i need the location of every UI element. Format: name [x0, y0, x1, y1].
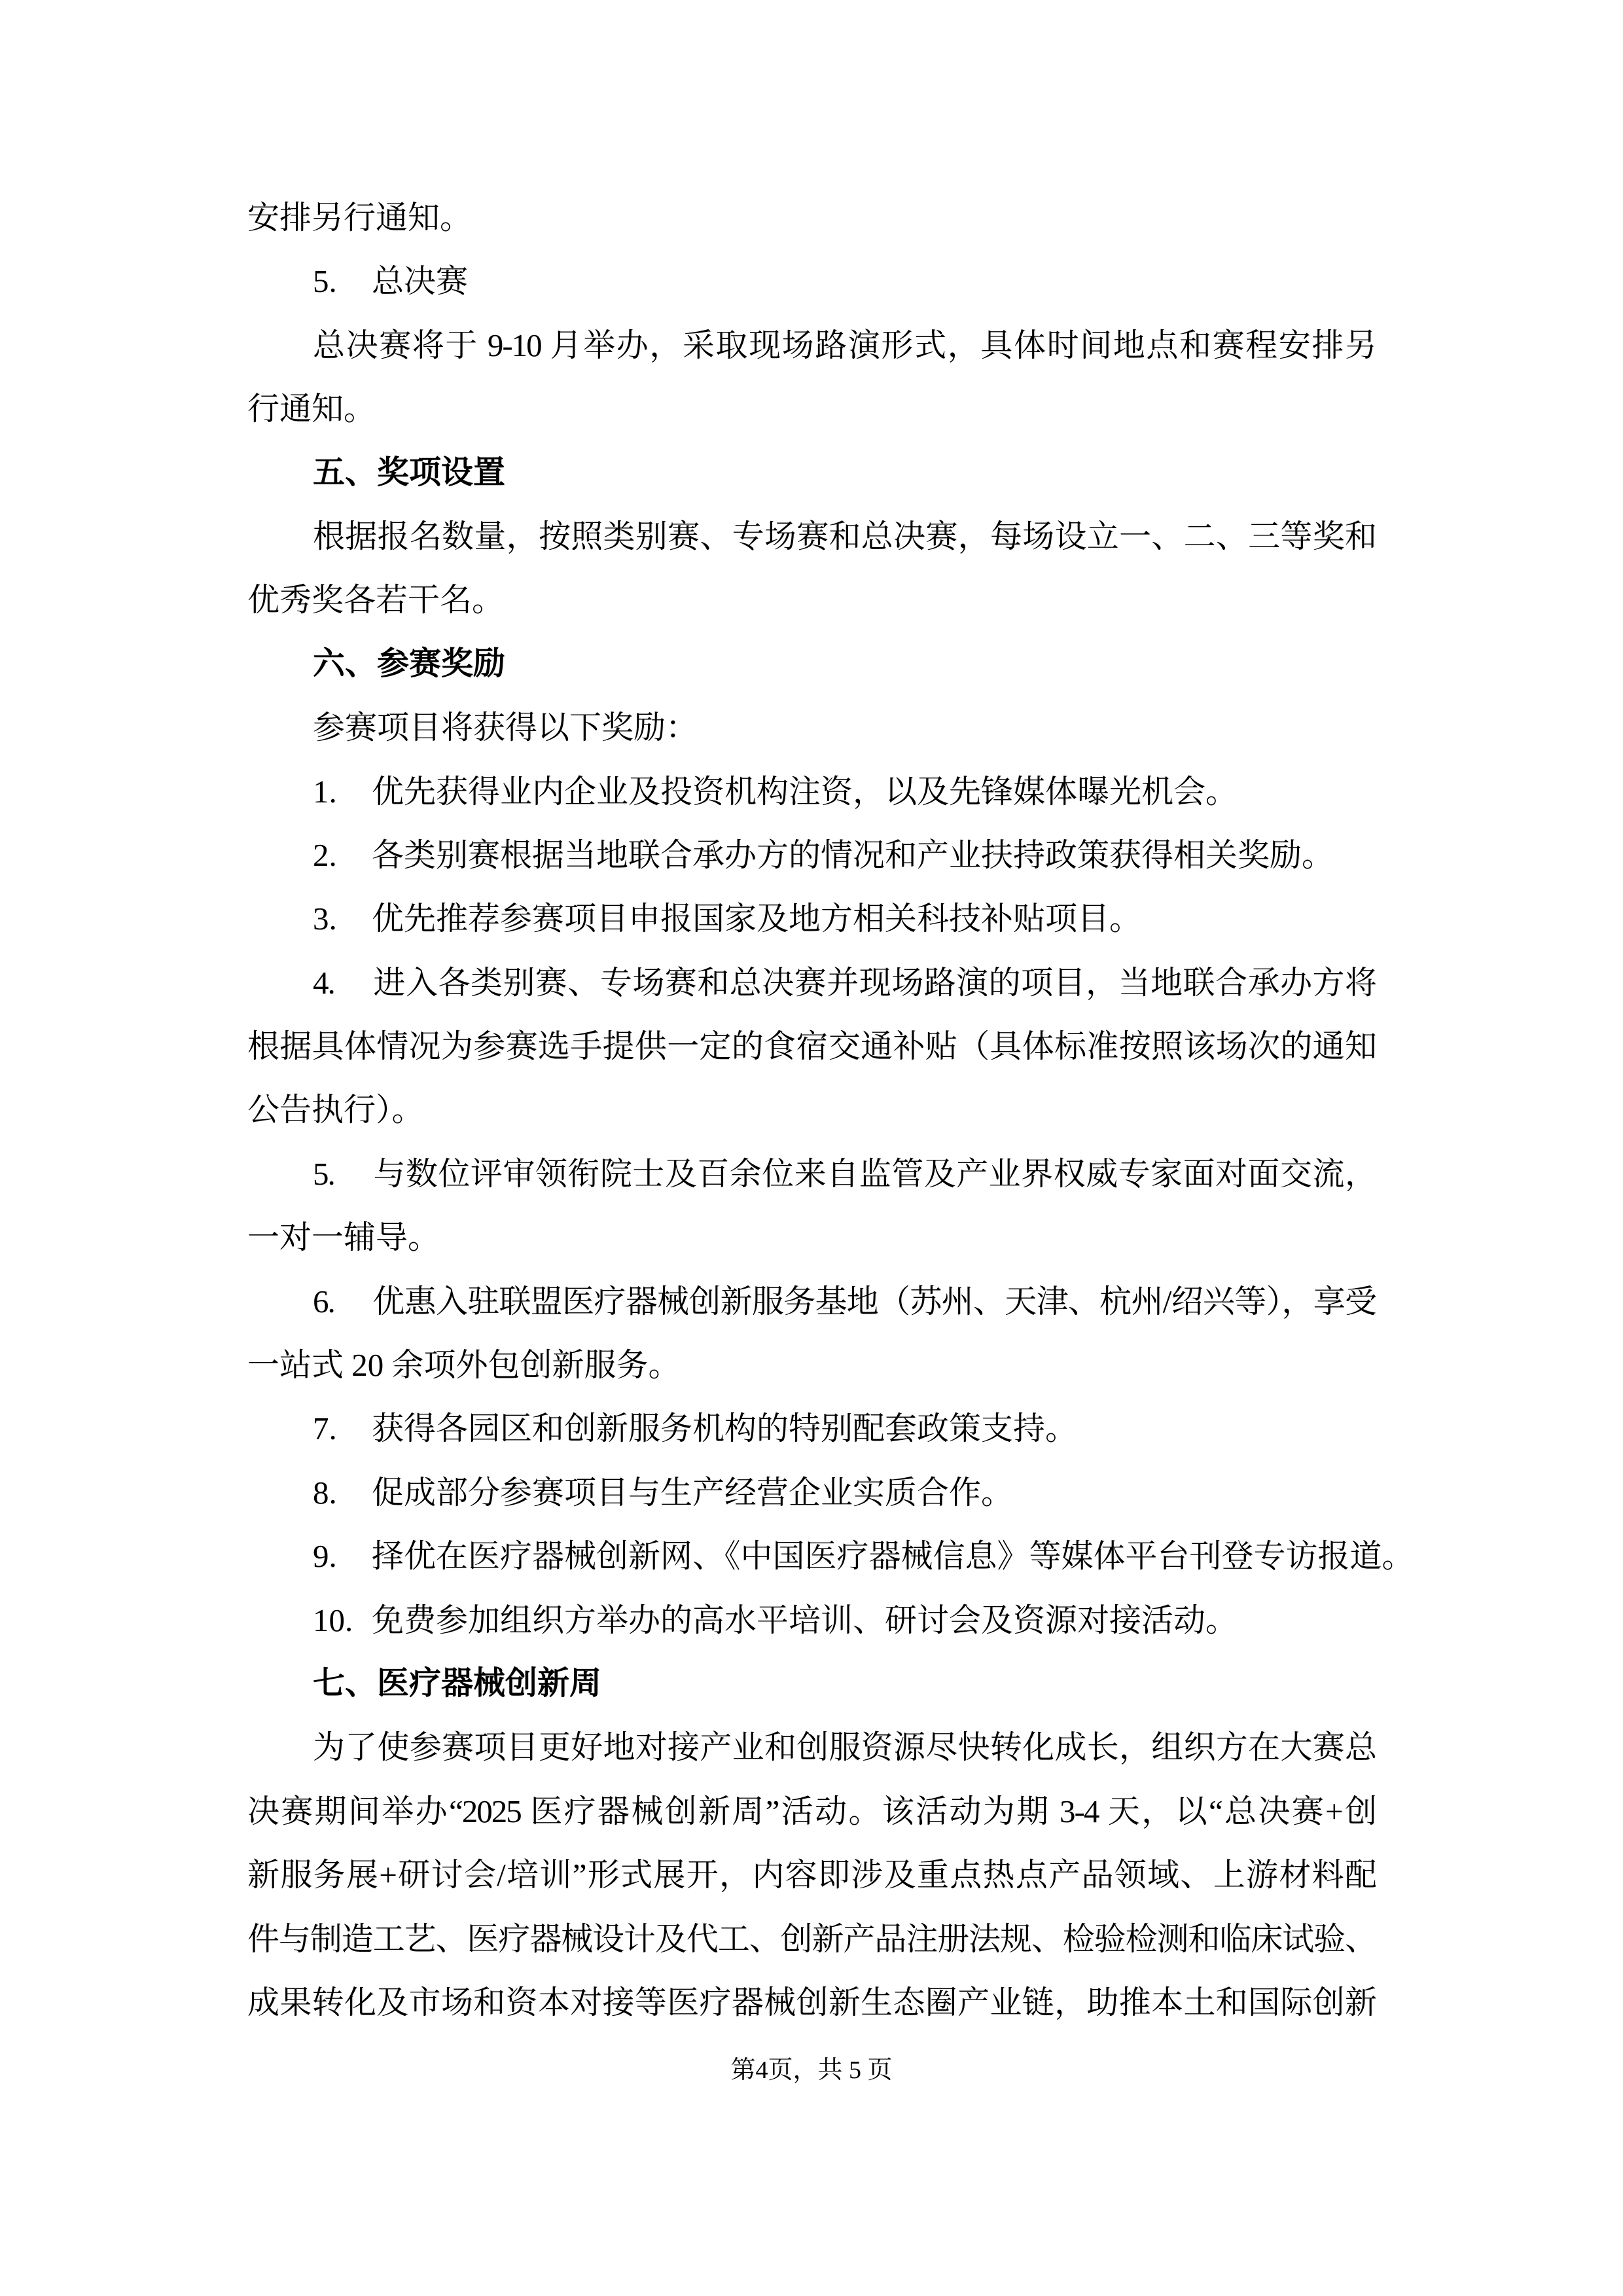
line-text: 择优在医疗器械创新网、《中国医疗器械信息》等媒体平台刊登专访报道。 — [372, 1538, 1414, 1575]
text-line — [247, 1461, 1376, 1524]
line-text: 优先推荐参赛项目申报国家及地方相关科技补贴项目。 — [372, 901, 1142, 937]
text-line: 根据具体情况为参赛选手提供一定的食宿交通补贴（具体标准按照该场次的通知 — [247, 1028, 1376, 1065]
list-number: 9. — [313, 1538, 337, 1575]
text-line: 参赛项目将获得以下奖励： — [313, 709, 698, 746]
list-number: 2. — [313, 836, 337, 873]
text-line: 根据报名数量，按照类别赛、专场赛和总决赛，每场设立一、二、三等奖和 — [313, 518, 1376, 554]
page-number: 第4页，共 5 页 — [730, 2056, 893, 2084]
text-line: 优秀奖各若干名。 — [247, 582, 505, 619]
text-line: 为了使参赛项目更好地对接产业和创服资源尽快转化成长，组织方在大赛总 — [313, 1729, 1376, 1766]
list-number: 7. — [313, 1410, 337, 1447]
list-number: 4. — [313, 964, 334, 1001]
section-heading: 七、医疗器械创新周 — [313, 1665, 602, 1701]
section-heading: 六、参赛奖励 — [313, 645, 506, 681]
list-number: 10. — [313, 1602, 353, 1638]
list-number: 5. — [313, 263, 337, 300]
text-line — [247, 887, 1376, 950]
section-heading: 五、奖项设置 — [313, 454, 506, 490]
line-text: 优先获得业内企业及投资机构注资，以及先锋媒体曝光机会。 — [372, 773, 1238, 810]
line-text: 优惠入驻联盟医疗器械创新服务基地（苏州、天津、杭州/绍兴等），享受 — [372, 1283, 1376, 1319]
list-number: 8. — [313, 1474, 337, 1511]
list-number: 3. — [313, 901, 337, 937]
text-line: 一站式 20 余项外包创新服务。 — [247, 1347, 681, 1384]
text-line: 成果转化及市场和资本对接等医疗器械创新生态圈产业链，助推本土和国际创新 — [247, 1984, 1376, 2020]
text-line: 总决赛将于 9-10 月举办，采取现场路演形式，具体时间地点和赛程安排另 — [313, 327, 1376, 363]
text-line: 安排另行通知。 — [247, 200, 473, 236]
text-line — [247, 1397, 1376, 1460]
text-line: 一对一辅导。 — [247, 1219, 440, 1256]
line-text: 与数位评审领衔院士及百余位来自监管及产业界权威专家面对面交流， — [372, 1155, 1376, 1192]
list-number: 1. — [313, 773, 337, 810]
text-line — [247, 823, 1376, 887]
text-line: 决赛期间举办“2025 医疗器械创新周”活动。该活动为期 3-4 天，以“总决赛+创 — [247, 1793, 1376, 1829]
line-text: 促成部分参赛项目与生产经营企业实质合作。 — [372, 1474, 1014, 1511]
line-text: 各类别赛根据当地联合承办方的情况和产业扶持政策获得相关奖励。 — [372, 836, 1334, 873]
text-line — [247, 1270, 1376, 1333]
text-line — [247, 249, 1376, 313]
line-text: 免费参加组织方举办的高水平培训、研讨会及资源对接活动。 — [372, 1602, 1238, 1638]
text-line: 件与制造工艺、医疗器械设计及代工、创新产品注册法规、检验检测和临床试验、 — [247, 1920, 1376, 1957]
line-text: 进入各类别赛、专场赛和总决赛并现场路演的项目，当地联合承办方将 — [372, 964, 1376, 1001]
text-line: 新服务展+研讨会/培训”形式展开，内容即涉及重点热点产品领域、上游材料配 — [247, 1857, 1376, 1893]
text-line: 公告执行）。 — [247, 1092, 424, 1128]
text-line — [247, 1588, 1376, 1652]
text-line — [247, 1142, 1376, 1206]
document-body — [247, 186, 1414, 2034]
list-number: 5. — [313, 1155, 334, 1192]
text-line — [247, 951, 1376, 1014]
list-number: 6. — [313, 1283, 334, 1319]
text-line: 行通知。 — [247, 391, 376, 427]
line-text: 总决赛 — [372, 263, 469, 300]
text-line — [247, 1524, 1414, 1588]
text-line — [247, 760, 1376, 823]
line-text: 获得各园区和创新服务机构的特别配套政策支持。 — [372, 1410, 1078, 1447]
